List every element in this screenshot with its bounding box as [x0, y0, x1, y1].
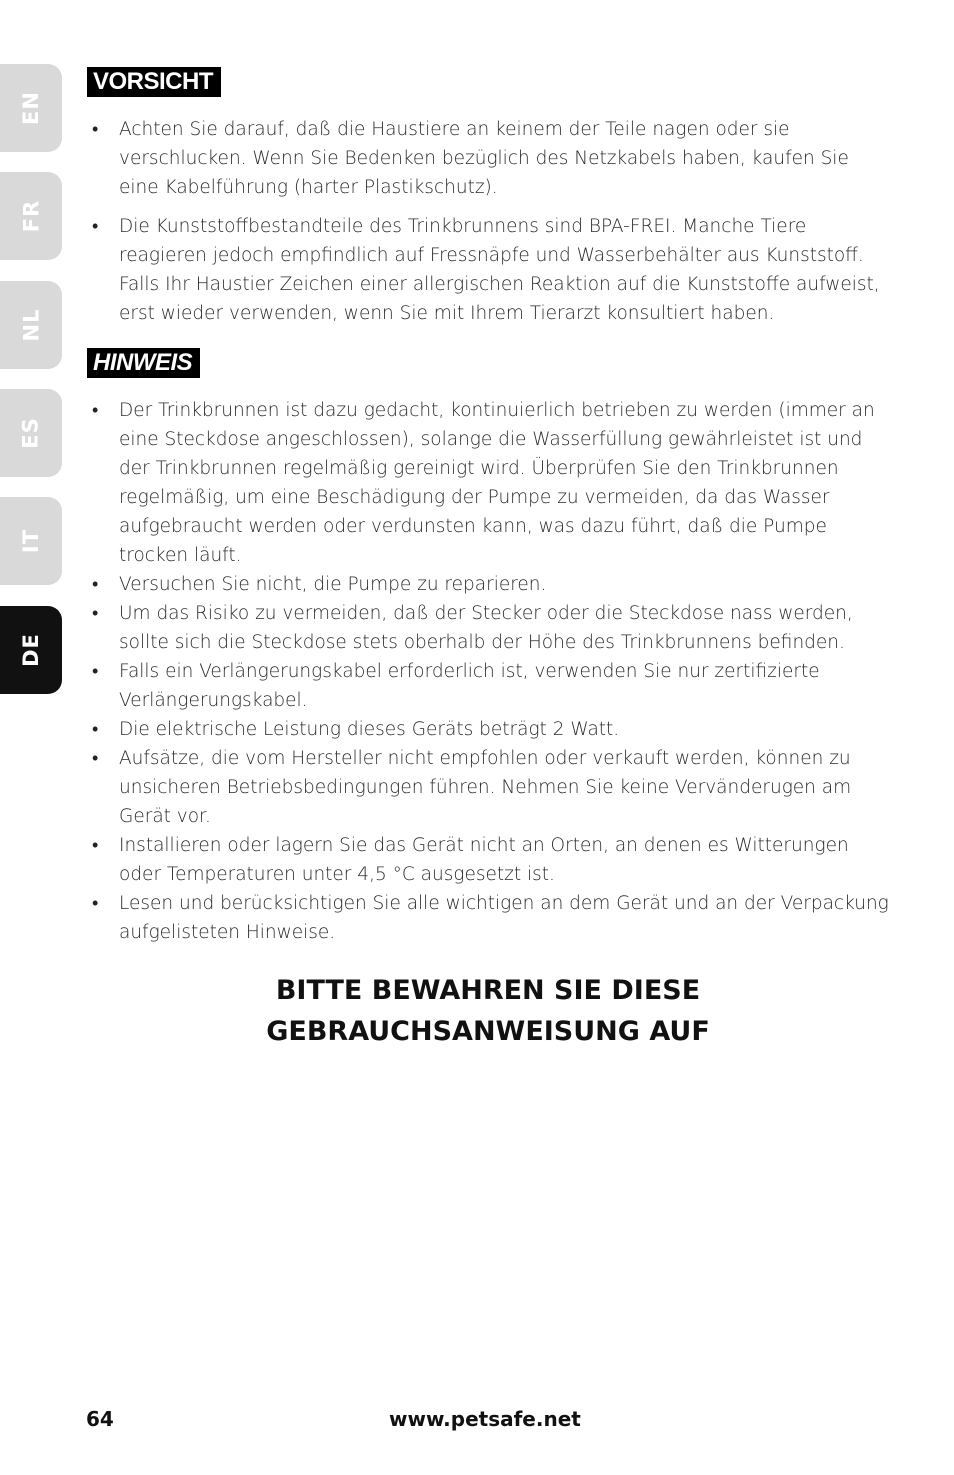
website-link[interactable]: www.petsafe.net [389, 1407, 581, 1431]
closing-statement [88, 970, 888, 1052]
notice-heading: HINWEIS [87, 348, 200, 378]
language-tabs [0, 0, 64, 1475]
tab-de-label: DE [19, 633, 43, 667]
list-item: • Um das Risiko zu vermeiden, daß der Stecker oder die Steckdose nass werden, sollte sich die Steckdose stets oberhalb der Höhe des Trinkbrunnens befinden. [90, 599, 890, 657]
tab-it[interactable] [0, 497, 62, 585]
tab-es[interactable] [0, 389, 62, 477]
closing-line-2: GEBRAUCHSANWEISUNG AUF [266, 1016, 710, 1047]
caution-list [90, 115, 890, 338]
list-item: • Der Trinkbrunnen ist dazu gedacht, kontinuierlich betrieben zu werden (immer an eine Steckdose angeschlossen), solange die Wasserfüllung gewährleistet ist und der Trinkbrunnen regelmäßig gereinigt wird. Überprüfen Sie den Trinkbrunnen regelmäßig, um eine Beschädigung der Pumpe zu vermeiden, da das Wasser aufgebraucht werden oder verdunsten kann, was dazu führt, daß die Pumpe trocken läuft. [90, 396, 890, 570]
page-number: 64 [86, 1407, 114, 1431]
closing-line-1: BITTE BEWAHREN SIE DIESE [275, 975, 701, 1006]
list-item: • Die Kunststoffbestandteile des Trinkbrunnens sind BPA-FREI. Manche Tiere reagieren jedoch empfindlich auf Fressnäpfe und Wasserbehälter aus Kunststoff. Falls Ihr Haustier Zeichen einer allergischen Reaktion auf die Kunststoffe aufweist, erst wieder verwenden, wenn Sie mit Ihrem Tierarzt konsultiert haben. [90, 212, 890, 328]
tab-es-label: ES [18, 417, 43, 449]
tab-it-label: IT [18, 528, 43, 554]
tab-de[interactable] [0, 606, 62, 694]
caution-heading: VORSICHT [87, 67, 221, 97]
tab-fr-label: FR [18, 199, 43, 233]
tab-nl-label: NL [19, 308, 43, 342]
list-item: • Die elektrische Leistung dieses Geräts beträgt 2 Watt. [90, 715, 890, 744]
tab-en[interactable] [0, 64, 62, 152]
list-item: • Falls ein Verlängerungskabel erforderlich ist, verwenden Sie nur zertifizierte Verlängerungskabel. [90, 657, 890, 715]
tab-fr[interactable] [0, 172, 62, 260]
list-item: • Aufsätze, die vom Hersteller nicht empfohlen oder verkauft werden, können zu unsicheren Betriebsbedingungen führen. Nehmen Sie keine Vervänderugen am Gerät vor. [90, 744, 890, 831]
notice-list [90, 396, 890, 947]
list-item: • Versuchen Sie nicht, die Pumpe zu reparieren. [90, 570, 890, 599]
list-item: • Lesen und berücksichtigen Sie alle wichtigen an dem Gerät und an der Verpackung aufgelisteten Hinweise. [90, 889, 890, 947]
tab-nl[interactable] [0, 281, 62, 369]
list-item: • Achten Sie darauf, daß die Haustiere an keinem der Teile nagen oder sie verschlucken. Wenn Sie Bedenken bezüglich des Netzkabels haben, kaufen Sie eine Kabelführung (harter Plastikschutz). [90, 115, 890, 202]
tab-en-label: EN [18, 91, 43, 125]
list-item: • Installieren oder lagern Sie das Gerät nicht an Orten, an denen es Witterungen oder Temperaturen unter 4,5 °C ausgesetzt ist. [90, 831, 890, 889]
